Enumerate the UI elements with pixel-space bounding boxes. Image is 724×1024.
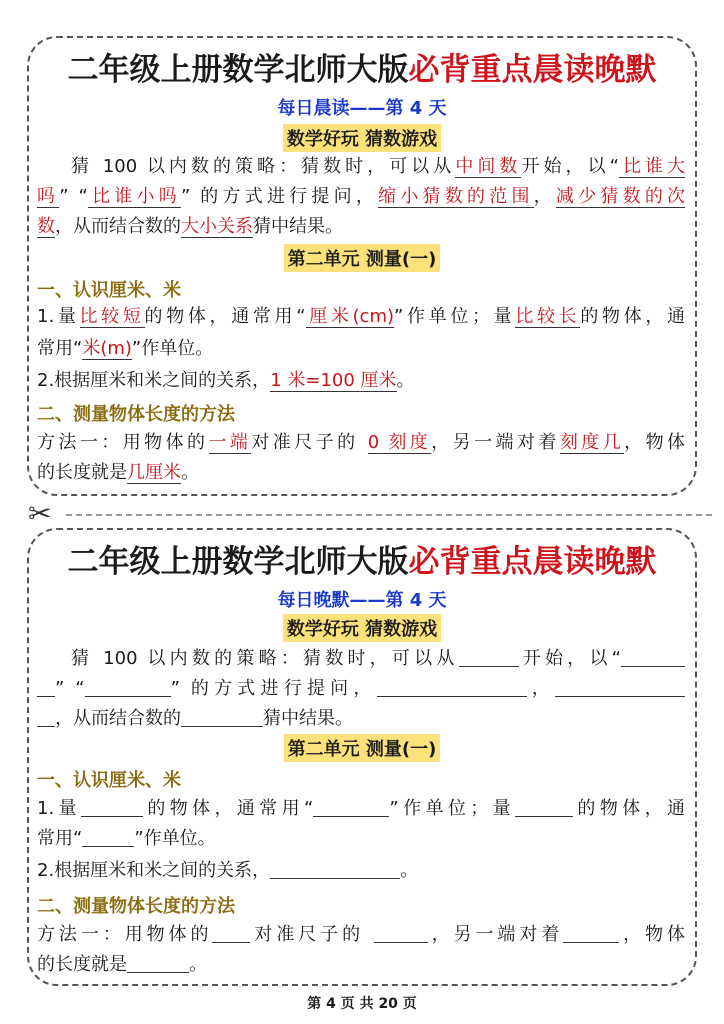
cut-line [66, 514, 712, 516]
paragraph-line-3 [37, 704, 685, 734]
blank[interactable] [85, 678, 171, 697]
unit-wrap [29, 244, 695, 272]
paragraph-line-1 [71, 644, 685, 674]
blank[interactable] [127, 954, 189, 973]
blank[interactable] [270, 860, 400, 879]
text: 常用“ [37, 338, 83, 359]
answer: 中间数 [455, 156, 522, 177]
text: 开始，以“ [521, 156, 619, 177]
topic-highlight: 数学好玩 猜数游戏 [283, 124, 441, 152]
title-red: 必背重点晨读晚默 [408, 52, 657, 88]
answer: 数 [37, 216, 55, 237]
text: ” “ [59, 186, 88, 207]
text: ”作单位；量 [389, 798, 516, 819]
text: ” “ [55, 678, 85, 699]
answer: 吗 [37, 186, 60, 207]
text: ，另一端对着 [427, 924, 564, 945]
text: ， [533, 186, 556, 207]
answer: 一端 [208, 432, 252, 453]
answer: 大小关系 [181, 216, 253, 237]
answer: 比较短 [79, 306, 145, 327]
answer: 比较长 [515, 306, 581, 327]
answer: 刻度几 [559, 432, 625, 453]
text: 的物体，通 [573, 798, 685, 819]
text: ” 的方式进行提问， [170, 678, 377, 699]
text: 猜 100 以内数的策略：猜数时，可以从 [71, 156, 456, 177]
text: ，物体 [619, 924, 686, 945]
text: ，物体 [624, 432, 686, 453]
text: 2.根据厘米和米之间的关系， [37, 370, 271, 391]
blank[interactable] [181, 708, 263, 727]
item-line-1 [37, 794, 685, 824]
blank[interactable] [82, 828, 134, 847]
text: 1.量 [37, 798, 81, 819]
text: 对准尺子的 [250, 924, 374, 945]
blank[interactable] [313, 798, 389, 817]
text: 的物体，通 [580, 306, 686, 327]
blank[interactable] [81, 798, 143, 817]
text: ”作单位。 [131, 338, 214, 359]
blank[interactable] [374, 924, 428, 943]
text: 猜 100 以内数的策略：猜数时，可以从 [71, 648, 459, 669]
answer: 比谁小吗 [87, 186, 181, 207]
text: 的长度就是 [37, 462, 127, 483]
answer: 比谁大 [618, 156, 686, 177]
text: ”作单位。 [134, 828, 216, 849]
text: 1.量 [37, 306, 80, 327]
unit-wrap [29, 734, 695, 762]
text: ，从而结合数的 [55, 708, 181, 729]
topic-wrap [29, 614, 695, 642]
blank[interactable] [459, 648, 519, 667]
text: ， [526, 678, 556, 699]
blank[interactable] [37, 708, 55, 727]
text: 。 [396, 370, 415, 391]
method-line-1 [37, 428, 685, 458]
text: 常用“ [37, 828, 83, 849]
text: ，另一端对着 [431, 432, 560, 453]
text: 。 [181, 462, 199, 483]
method-line-2 [37, 458, 685, 488]
answer: 几厘米 [127, 462, 181, 483]
unit-highlight: 第二单元 测量(一) [284, 244, 441, 272]
card-subtitle: 每日晚默——第 4 天 [277, 590, 447, 611]
method-line-1 [37, 920, 685, 950]
text: 2.根据厘米和米之间的关系， [37, 860, 271, 881]
section-heading-2: 二、测量物体长度的方法 [37, 896, 235, 917]
text: 对准尺子的 [251, 432, 368, 453]
paragraph-line-2 [37, 674, 685, 704]
unit-highlight: 第二单元 测量(一) [284, 734, 441, 762]
text: ” 的方式进行提问， [180, 186, 379, 207]
answer: 0 刻度 [367, 432, 432, 453]
item-line-3 [37, 856, 685, 886]
section-heading-2: 二、测量物体长度的方法 [37, 404, 235, 425]
text: ”作单位；量 [394, 306, 516, 327]
blank[interactable] [377, 678, 527, 697]
method-line-2 [37, 950, 685, 980]
item-line-2 [37, 334, 685, 364]
topic-wrap [29, 124, 695, 152]
card-title [29, 44, 695, 89]
section-heading-1: 一、认识厘米、米 [37, 770, 181, 791]
section-heading-1: 一、认识厘米、米 [37, 280, 181, 301]
text: 的物体，通常用“ [144, 306, 306, 327]
page-footer: 第 4 页 共 20 页 [307, 996, 417, 1012]
text: 的物体，通常用“ [142, 798, 314, 819]
title-red: 必背重点晨读晚默 [408, 544, 657, 580]
card-subtitle: 每日晨读——第 4 天 [277, 98, 447, 119]
text: 的长度就是 [37, 954, 127, 975]
evening-dictation-card [27, 528, 697, 986]
blank[interactable] [621, 648, 685, 667]
text: 方法一：用物体的 [37, 432, 209, 453]
text: 开始，以“ [518, 648, 621, 669]
blank[interactable] [212, 924, 250, 943]
item-line-2 [37, 824, 685, 854]
blank[interactable] [37, 678, 55, 697]
blank[interactable] [515, 798, 573, 817]
paragraph-line-2 [37, 182, 685, 212]
item-line-3 [37, 366, 685, 396]
paragraph-line-3 [37, 212, 685, 242]
title-black: 二年级上册数学北师大版 [67, 544, 409, 580]
answer: 厘米(cm) [305, 306, 395, 327]
answer: 减少猜数的次 [555, 186, 686, 207]
text: 。 [400, 860, 419, 881]
text: 猜中结果。 [263, 708, 353, 729]
item-line-1 [37, 302, 685, 332]
text: 。 [189, 954, 207, 975]
blank[interactable] [563, 924, 619, 943]
topic-highlight: 数学好玩 猜数游戏 [283, 614, 441, 642]
morning-reading-card [27, 36, 697, 496]
answer: 缩小猜数的范围 [378, 186, 534, 207]
scissors-icon: ✂ [28, 497, 52, 530]
blank[interactable] [555, 678, 685, 697]
answer: 米(m) [82, 338, 132, 359]
text: ，从而结合数的 [55, 216, 181, 237]
card-title [29, 536, 695, 581]
text: 方法一：用物体的 [37, 924, 213, 945]
title-black: 二年级上册数学北师大版 [67, 52, 409, 88]
text: 猜中结果。 [253, 216, 343, 237]
paragraph-line-1 [71, 152, 685, 182]
answer: 1 米=100 厘米 [270, 370, 397, 391]
